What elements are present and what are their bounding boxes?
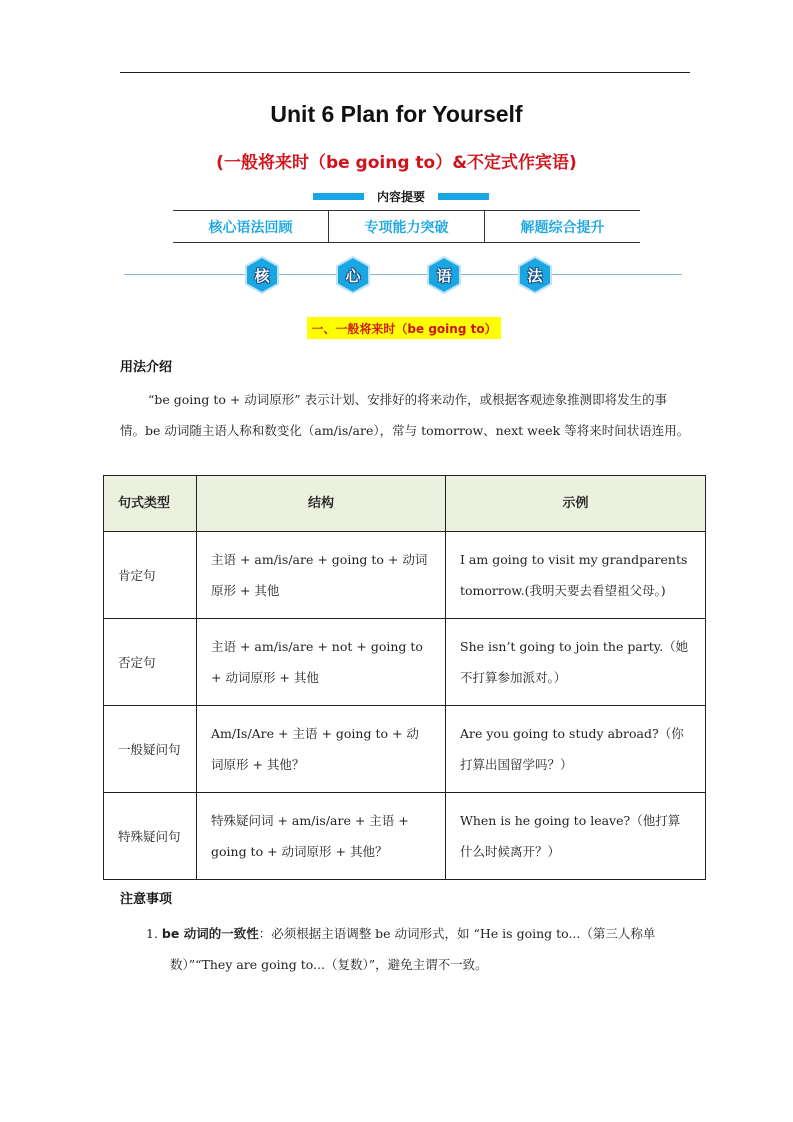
top-rule <box>120 72 690 73</box>
table-row <box>104 532 706 619</box>
table-header-example: 示例 <box>446 476 706 532</box>
row-structure: 主语 + am/is/are + not + going to + 动词原形 + 其他 <box>197 619 446 706</box>
note-text: ：必须根据主语调整 be 动词形式，如 “He is going to...（第三人称单 <box>258 926 656 941</box>
page-title: Unit 6 Plan for Yourself <box>270 101 523 127</box>
tab-core-grammar[interactable]: 核心语法回顾 <box>208 219 293 236</box>
row-example: Are you going to study abroad?（你打算出国留学吗？） <box>446 706 706 793</box>
summary-header <box>313 186 489 206</box>
hexagon-badge <box>516 256 554 294</box>
hexagon-line <box>124 274 682 275</box>
summary-tabs <box>173 210 640 243</box>
hexagon-label: 语 <box>436 266 452 285</box>
row-example: I am going to visit my grandparents tomorrow.(我明天要去看望祖父母。) <box>446 532 706 619</box>
row-example: She isn’t going to join the party.（她不打算参加派对。） <box>446 619 706 706</box>
hexagon-label: 核 <box>254 266 270 285</box>
table-row <box>104 793 706 880</box>
tab-special-skills[interactable]: 专项能力突破 <box>328 211 484 242</box>
table-header-structure: 结构 <box>197 476 446 532</box>
note-number: 1. <box>146 926 158 941</box>
row-example: When is he going to leave?（他打算什么时候离开？） <box>446 793 706 880</box>
row-type: 一般疑问句 <box>104 706 197 793</box>
table-header-type: 句式类型 <box>104 476 197 532</box>
row-structure: 主语 + am/is/are + going to + 动词原形 + 其他 <box>197 532 446 619</box>
table-header-row <box>104 476 706 532</box>
note-bold: be 动词的一致性 <box>161 926 259 941</box>
hexagon-label: 心 <box>345 266 361 285</box>
table-row <box>104 619 706 706</box>
hexagon-badge <box>425 256 463 294</box>
row-type: 特殊疑问句 <box>104 793 197 880</box>
row-type: 否定句 <box>104 619 197 706</box>
hexagon-label: 法 <box>527 266 543 285</box>
grammar-table <box>103 475 706 880</box>
page-subtitle: (一般将来时（be going to）&不定式作宾语) <box>216 153 577 173</box>
row-structure: 特殊疑问词 + am/is/are + 主语 + going to + 动词原形 + 其他？ <box>197 793 446 880</box>
section-banner: 一、一般将来时（be going to） <box>307 317 501 339</box>
summary-label: 内容提要 <box>376 189 425 204</box>
row-structure: Am/Is/Are + 主语 + going to + 动词原形 + 其他？ <box>197 706 446 793</box>
tab-comprehensive[interactable]: 解题综合提升 <box>484 211 640 242</box>
usage-heading: 用法介绍 <box>120 360 173 375</box>
summary-bar-left <box>313 193 364 200</box>
summary-bar-right <box>438 193 489 200</box>
hexagon-badge <box>243 256 281 294</box>
row-type: 肯定句 <box>104 532 197 619</box>
notes-heading: 注意事项 <box>120 892 173 907</box>
usage-paragraph: “be going to + 动词原形” 表示计划、安排好的将来动作，或根据客观迹象推测即将发生的事情。be 动词随主语人称和数变化（am/is/are），常与 tomorrow、next week 等将来时间状语连用。 <box>120 392 690 438</box>
note-item-1 <box>146 918 692 980</box>
note-continuation: 数）”“They are going to...（复数）”，避免主谓不一致。 <box>170 957 488 972</box>
hexagon-badge <box>334 256 372 294</box>
table-row <box>104 706 706 793</box>
